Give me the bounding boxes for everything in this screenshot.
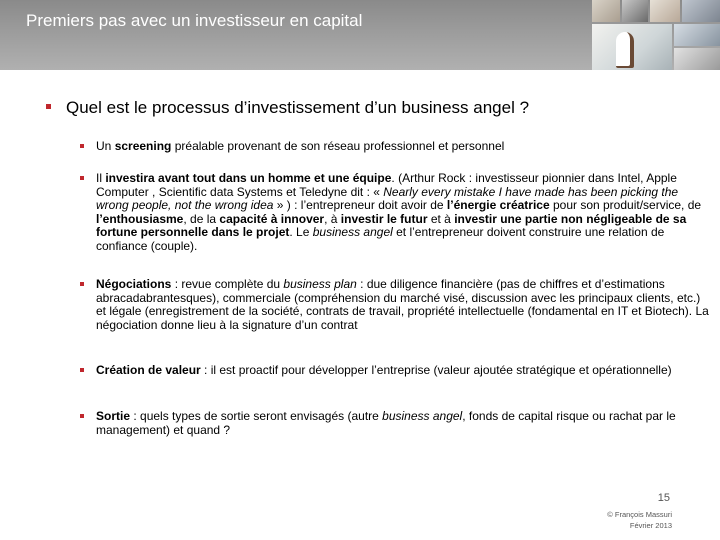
slide-title: Premiers pas avec un investisseur en capital xyxy=(26,11,363,30)
bullet-icon xyxy=(80,368,84,372)
text: , à xyxy=(324,211,341,226)
bold-text: investir xyxy=(340,211,387,226)
photo-thumbnail xyxy=(592,0,620,22)
page-number: 15 xyxy=(657,492,670,504)
bold-text: capacité à innover xyxy=(219,211,325,226)
text: Il xyxy=(96,171,106,185)
person-figure xyxy=(616,32,634,68)
text: . (Arthur Rock : investisseur pionnier dans Intel, Apple Computer , Scientific data Systems et Teledyne dit : « xyxy=(96,171,677,199)
bold-text: Création de valeur xyxy=(96,363,201,377)
copyright-date: Février 2013 xyxy=(629,521,672,530)
text: : quels types de sortie seront envisagés (autre xyxy=(130,409,383,423)
text: et à xyxy=(427,211,455,226)
main-bullet-icon xyxy=(46,104,51,109)
bullet-icon xyxy=(80,414,84,418)
text: , fonds de capital risque ou rachat par le management) et quand ? xyxy=(96,409,676,437)
photo-thumbnail xyxy=(674,24,720,46)
list-item-investment xyxy=(96,172,712,253)
text: pour son produit/service, de xyxy=(549,198,702,212)
bullet-icon xyxy=(80,176,84,180)
bold-text: screening xyxy=(114,139,172,153)
list-item-sortie xyxy=(96,410,712,437)
text: : due diligence financière (pas de chiffres et d’estimations abracadabrantesques), commerciale (compréhension du marché visé, discussion avec les principaux clients, etc.) et légale (enregistrement de la société, contrats de travail, propriété intellectuelle (fondamental en IT et Biotech). La négociation donne lieu à la signature d’un contrat xyxy=(96,277,709,332)
list-item-screening xyxy=(96,140,712,154)
bold-text: le futur xyxy=(386,211,428,226)
bold-text: investir une partie non négligeable de sa fortune personnelle dans le projet xyxy=(96,211,687,239)
italic-text: business angel xyxy=(312,225,393,239)
header-photo-collage xyxy=(592,0,720,70)
office-photo xyxy=(592,24,672,70)
italic-text: business plan xyxy=(283,277,357,291)
italic-quote: Nearly every mistake I have made has been picking the wrong people, not the wrong idea xyxy=(96,184,679,212)
text: . Le xyxy=(289,225,313,239)
text: préalable provenant de son réseau professionnel et personnel xyxy=(171,139,505,153)
bold-text: investira avant tout dans un homme et une équipe xyxy=(105,171,392,185)
bold-text: Sortie xyxy=(96,409,131,423)
bold-text: Négociations xyxy=(96,277,172,291)
list-item-creation-valeur xyxy=(96,364,712,378)
photo-thumbnail xyxy=(650,0,680,22)
copyright-notice xyxy=(560,509,672,531)
bold-text: l’enthousiasme xyxy=(96,211,184,226)
main-question: Quel est le processus d’investissement d’un business angel ? xyxy=(66,98,530,117)
bullet-icon xyxy=(80,282,84,286)
header-bar xyxy=(0,0,720,70)
text: , de la xyxy=(183,211,220,226)
photo-thumbnail xyxy=(674,48,720,70)
italic-text: business angel xyxy=(382,409,463,423)
text: : revue complète du xyxy=(171,277,284,291)
text: » ) : l’entrepreneur doit avoir de xyxy=(273,198,447,212)
bullet-icon xyxy=(80,144,84,148)
bold-text: l’énergie créatrice xyxy=(446,198,550,212)
photo-thumbnail xyxy=(682,0,720,22)
list-item-negociations xyxy=(96,278,712,332)
text: et l’entrepreneur doivent construire une relation de confiance (couple). xyxy=(96,225,665,253)
text: : il est proactif pour développer l’entreprise (valeur ajoutée stratégique et opérationnelle) xyxy=(200,363,672,377)
photo-thumbnail xyxy=(622,0,648,22)
copyright-author: © François Massuri xyxy=(607,510,672,519)
text: Un xyxy=(96,139,115,153)
